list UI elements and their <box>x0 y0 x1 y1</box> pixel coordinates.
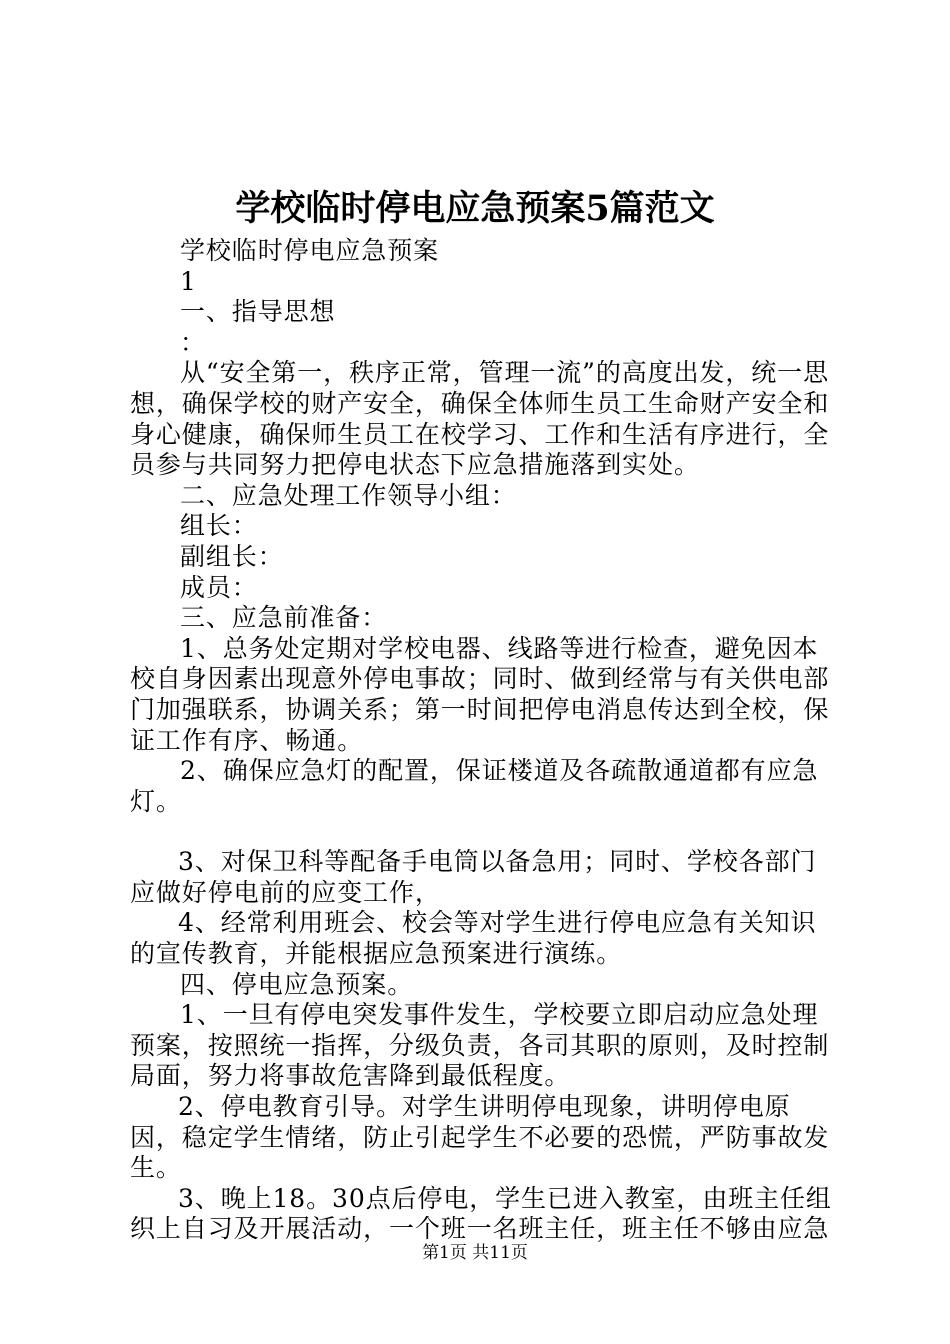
body-paragraph: 2、确保应急灯的配置，保证楼道及各疏散通道都有应急灯。 <box>130 756 819 816</box>
list-item: 副组长： <box>180 541 284 571</box>
colon-line: ： <box>180 327 206 357</box>
section-heading: 四、停电应急预案。 <box>180 969 414 999</box>
document-title: 学校临时停电应急预案5篇范文 <box>235 188 715 229</box>
document-body <box>130 236 842 1245</box>
section-heading: 三、应急前准备： <box>180 603 388 633</box>
section-heading: 学校临时停电应急预案 <box>180 236 440 265</box>
section-number: 1 <box>180 266 197 296</box>
list-item: 组长： <box>180 511 258 541</box>
body-paragraph: 1、一旦有停电突发事件发生，学校要立即启动应急处理预案，按照统一指挥，分级负责，各司其职的原则，及时控制局面，努力将事故危害降到最低程度。 <box>130 1000 830 1091</box>
body-paragraph: 3、晚上18。30点后停电，学生已进入教室，由班主任组织上自习及开展活动，一个班一名班主任，班主任不够由应急 <box>130 1183 832 1244</box>
body-paragraph: 3、对保卫科等配备手电筒以备急用；同时、学校各部门应做好停电前的应变工作， <box>130 847 817 907</box>
page-footer: 第1页 共11页 <box>422 1243 528 1263</box>
paragraph-gap <box>130 817 842 847</box>
body-paragraph: 从“安全第一，秩序正常，管理一流”的高度出发，统一思想，确保学校的财产安全，确保全体师生员工生命财产安全和身心健康，确保师生员工在校学习、工作和生活有序进行，全员参与共同努力把停电状态下应急措施落到实处。 <box>130 358 830 480</box>
body-paragraph: 1、总务处定期对学校电器、线路等进行检查，避免因本校自身因素出现意外停电事故；同时、做到经常与有关供电部门加强联系，协调关系；第一时间把停电消息传达到全校，保证工作有序、畅通。 <box>130 633 830 755</box>
list-item: 成员： <box>180 572 258 602</box>
body-paragraph: 2、停电教育引导。对学生讲明停电现象，讲明停电原因，稳定学生情绪，防止引起学生不必要的恐慌，严防事故发生。 <box>130 1092 830 1183</box>
section-heading: 二、应急处理工作领导小组： <box>180 480 517 510</box>
section-heading: 一、指导思想 <box>180 297 336 327</box>
body-paragraph: 4、经常利用班会、校会等对学生进行停电应急有关知识的宣传教育，并能根据应急预案进行演练。 <box>130 908 817 969</box>
